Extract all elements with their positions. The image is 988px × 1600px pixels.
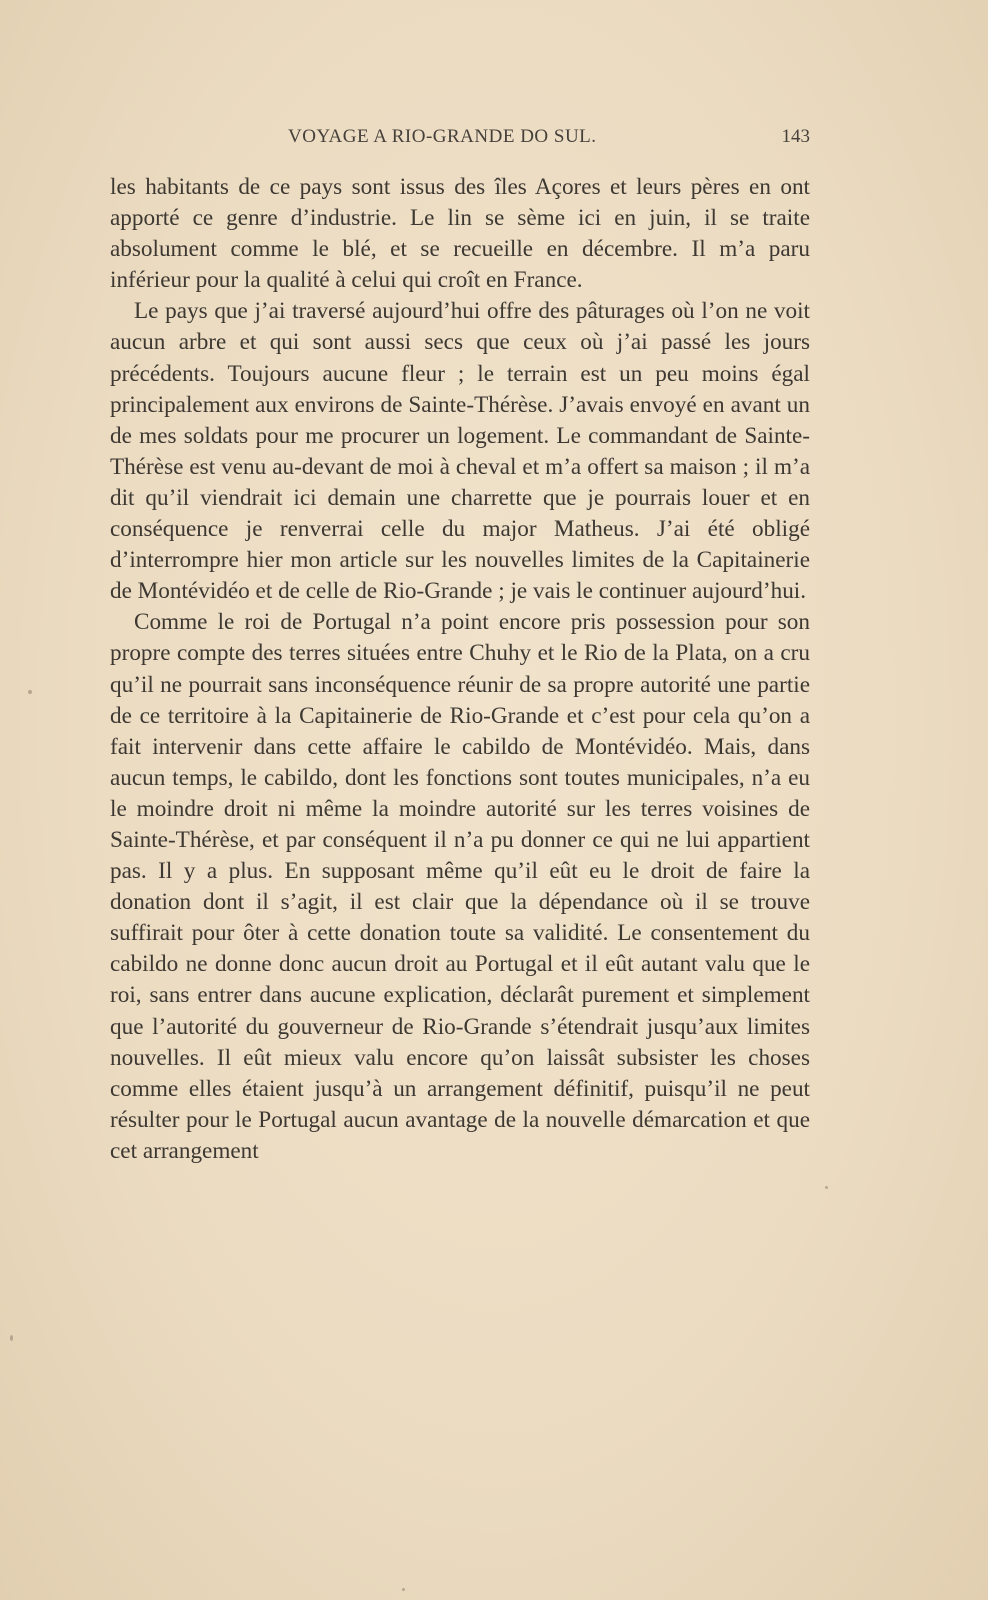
paragraph: les habitants de ce pays sont issus des îles Açores et leurs pères en ont apporté ce genre d’industrie. Le lin se sème ici en juin, il se traite absolument comme le blé, et se recueille en décembre. Il m’a paru inférieur pour la qualité à celui qui croît en France.	[110, 174, 810, 294]
paragraph: Le pays que j’ai traversé aujourd’hui offre des pâturages où l’on ne voit aucun arbre et qui sont aussi secs que ceux où j’ai passé les jours précédents. Toujours aucune fleur ; le terrain est un peu moins égal principalement aux environs de Sainte-Thérèse. J’avais envoyé en avant un de mes soldats pour me procurer un logement. Le commandant de Sainte-Thérèse est venu au-devant de moi à cheval et m’a offert sa maison ; il m’a dit qu’il viendrait ici demain une charrette que je pourrais louer et en conséquence je renverrai celle du major Matheus. J’ai été obligé d’interrompre hier mon article sur les nouvelles limites de la Capitainerie de Montévidéo et de celle de Rio-Grande ; je vais le continuer aujourd’hui.	[110, 298, 810, 605]
page-header	[110, 126, 810, 156]
paragraph: Comme le roi de Portugal n’a point encore pris possession pour son propre compte des terres situées entre Chuhy et le Rio de la Plata, on a cru qu’il ne pourrait sans inconséquence réunir de sa propre autorité une partie de ce territoire à la Capitainerie de Rio-Grande et c’est pour cela qu’on a fait intervenir dans cette affaire le cabildo de Montévidéo. Mais, dans aucun temps, le cabildo, dont les fonctions sont toutes municipales, n’a eu le moindre droit ni même la moindre autorité sur les terres voisines de Sainte-Thérèse, et par conséquent il n’a pu donner ce qui ne lui appartient pas. Il y a plus. En supposant même qu’il eût eu le droit de faire la donation dont il s’agit, il est clair que la dépendance où il se trouve suffirait pour ôter à cette donation toute sa validité. Le consentement du cabildo ne donne donc aucun droit au Portugal et il eût autant valu que le roi, sans entrer dans aucune explication, déclarât purement et simplement que l’autorité du gouverneur de Rio-Grande s’étendrait jusqu’aux limites nouvelles. Il eût mieux valu encore qu’on laissât subsister les choses comme elles étaient jusqu’à un arrangement définitif, puisqu’il ne peut résulter pour le Portugal aucun avantage de la nouvelle démarcation et que cet arrangement	[110, 609, 810, 1164]
running-title: VOYAGE A RIO-GRANDE DO SUL.	[288, 126, 597, 147]
paper-speck	[10, 1335, 13, 1341]
paper-speck	[402, 1588, 405, 1591]
body-text	[110, 172, 810, 1167]
paper-speck	[28, 690, 32, 694]
page-number: 143	[781, 126, 810, 147]
paper-speck	[825, 1186, 828, 1189]
